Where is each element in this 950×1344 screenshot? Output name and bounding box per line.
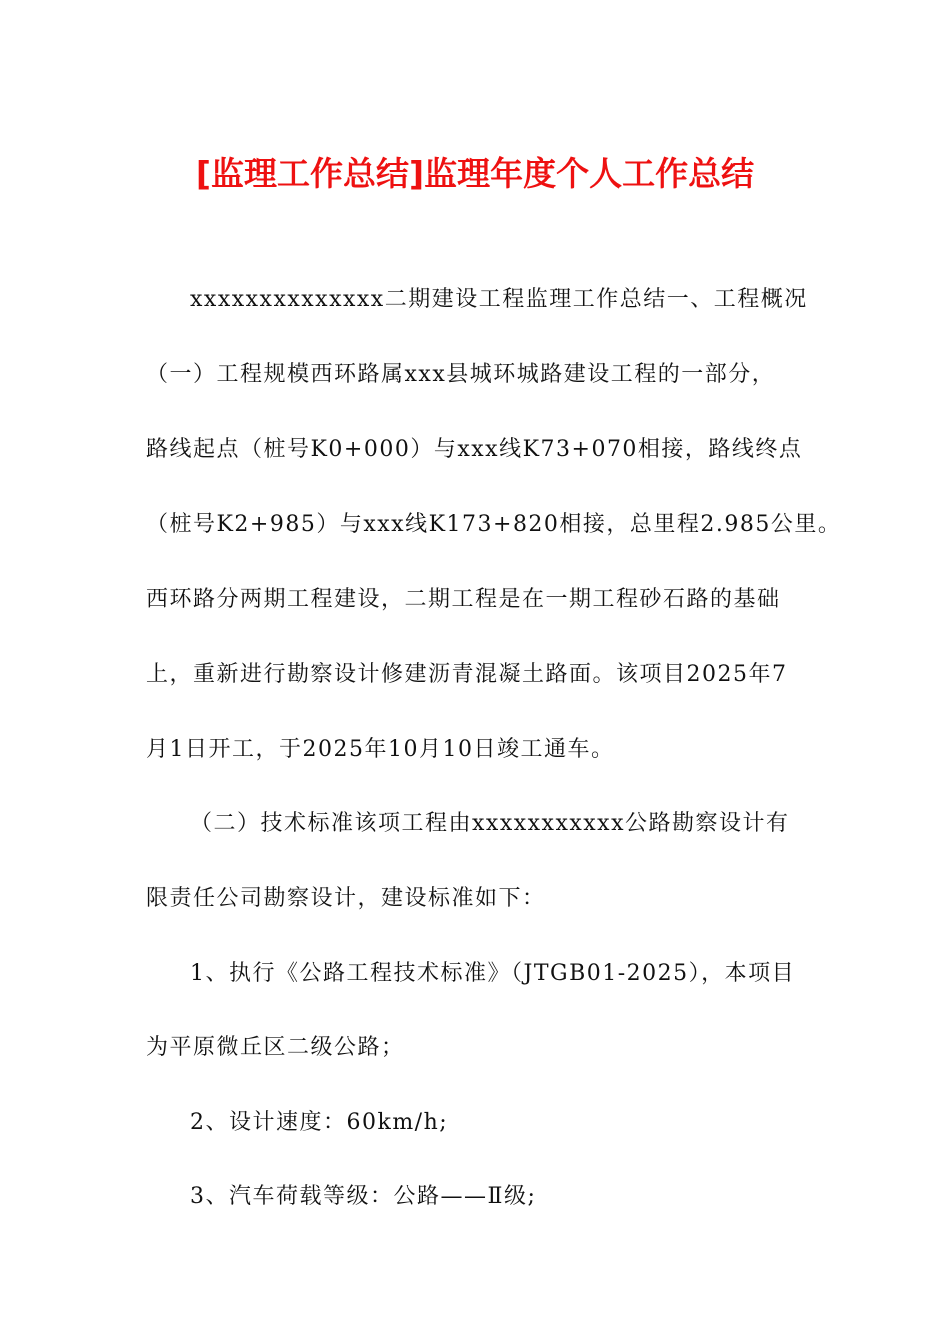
paragraph-line: 限责任公司勘察设计，建设标准如下： <box>146 886 546 911</box>
paragraph-line: 为平原微丘区二级公路； <box>146 1035 405 1060</box>
paragraph-line: （二）技术标准该项工程由xxxxxxxxxxx公路勘察设计有 <box>190 811 790 836</box>
paragraph-line: 路线起点（桩号K0+000）与xxx线K73+070相接，路线终点 <box>146 437 803 462</box>
paragraph-line: （一）工程规模西环路属xxx县城环城路建设工程的一部分， <box>146 362 776 387</box>
paragraph-line: 上，重新进行勘察设计修建沥青混凝土路面。该项目2025年7 <box>146 662 788 687</box>
paragraph-line: （桩号K2+985）与xxx线K173+820相接，总里程2.985公里。 <box>146 512 842 537</box>
paragraph-line: xxxxxxxxxxxxxx二期建设工程监理工作总结一、工程概况 <box>190 287 808 312</box>
paragraph-line: 西环路分两期工程建设，二期工程是在一期工程砂石路的基础 <box>146 587 781 612</box>
paragraph-line: 1、执行《公路工程技术标准》（JTGB01-2025），本项目 <box>190 961 796 986</box>
paragraph-line: 3、汽车荷载等级：公路——Ⅱ级; <box>190 1184 537 1209</box>
paragraph-line: 月1日开工，于2025年10月10日竣工通车。 <box>146 737 615 762</box>
paragraph-line: 2、设计速度：60km/h; <box>190 1110 449 1135</box>
document-title: [监理工作总结]监理年度个人工作总结 <box>195 154 755 193</box>
